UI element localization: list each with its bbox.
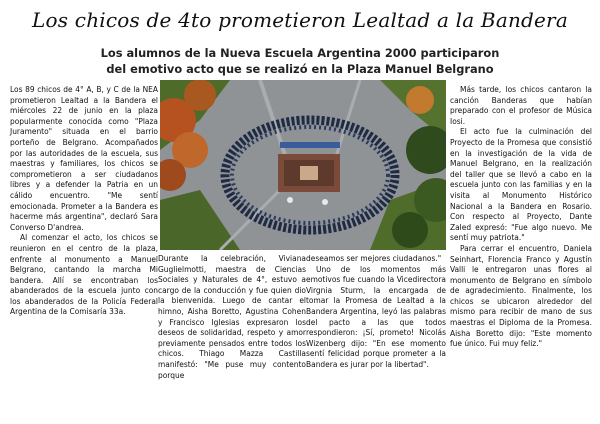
column-3 — [306, 253, 446, 370]
paragraph: deseamos ser mejores ciudadanos." — [306, 253, 442, 263]
paragraph: Al comenzar el acto, los chicos se reunieron en el centro de la plaza, enfrente al monumento a Manuel Belgrano, cantando la marcha Mi bandera. Allí se encontraban los abanderados de la escuela junto con los abanderados de la Policía Federal Argentina de la Comisaría 33a. — [10, 232, 158, 317]
column-1 — [10, 84, 158, 317]
aerial-plaza-photo — [160, 80, 446, 250]
paragraph: Más tarde, los chicos cantaron la canción Banderas que habían preparado con el profesor de Música Iosi. — [450, 84, 592, 126]
column-2 — [158, 253, 306, 380]
paragraph: Para cerrar el encuentro, Daniela Seinhart, Florencia Franco y Agustín Valli le entregaron unas flores al monumento de Belgrano en símbolo de agradecimiento. Finalmente, los chicos se ubicaron alrededor del mismo para recibir de mano de sus maestras el Diploma de la Promesa. Aisha Boretto dijo: "Este momento fue único. Fui muy feliz." — [450, 242, 592, 349]
column-4 — [450, 84, 592, 349]
article-subheadline: Los alumnos de la Nueva Escuela Argentina 2000 participaron del emotivo acto que se realizó en la Plaza Manuel Belgrano — [100, 46, 500, 76]
article-headline: Los chicos de 4to prometieron Lealtad a la Bandera — [32, 8, 568, 32]
paragraph: Los 89 chicos de 4° A, B, y C de la NEA prometieron Lealtad a la Bandera el miércoles 22 de junio en la plaza popularmente conocida como "Plaza Juramento" situada en el barrio porteño de Belgrano. Acompañados por las autoridades de la escuela, sus maestras y familiares, los chicos se comprometieron a ser ciudadanos libres y a defender la Patria en un cálido encuentro. "Me sentí emocionada. Prometer a la Bandera es hacerme más argentina", declaró Sara Converso D'andrea. — [10, 84, 158, 232]
paragraph: Uno de los momentos más emotivos fue cuando la Vicedirectora Virgnia Sturm, la encargada de tomar la Promesa de Lealtad a la Bandera Argentina, leyó las palabras del pacto a las que todos respondieron: ¡Sí, prometo! Nicolás Wizenberg dijo: "En ese momento sentí felicidad porque prometer a la Bandera es jurar por la libertad". — [306, 263, 446, 369]
paragraph: Durante la celebración, Viviana Guglielmotti, maestra de Ciencias Sociales y Naturales de 4°, estuvo a cargo de la conducción y fue quien dio la bienvenida. Luego de cantar el himno, Aisha Boretto, Agustina Cohen y Francisco Iglesias expresaron los deseos de solidaridad, respeto y amor previamente pensados entre todos los chicos. Thiago Mazza Castilla manifestó: "Me puse muy contento porque — [158, 253, 306, 380]
paragraph: El acto fue la culminación del Proyecto de la Promesa que consistió en la investigación de la vida de Manuel Belgrano, en la realización del taller que se llevó a cabo en la escuela junto con las familias y en la visita al Monumento Histórico Nacional a la Bandera en Rosario. Con respecto al Proyecto, Dante Zaled expresó: "Fue algo nuevo. Me sentí muy patriota." — [450, 126, 592, 243]
